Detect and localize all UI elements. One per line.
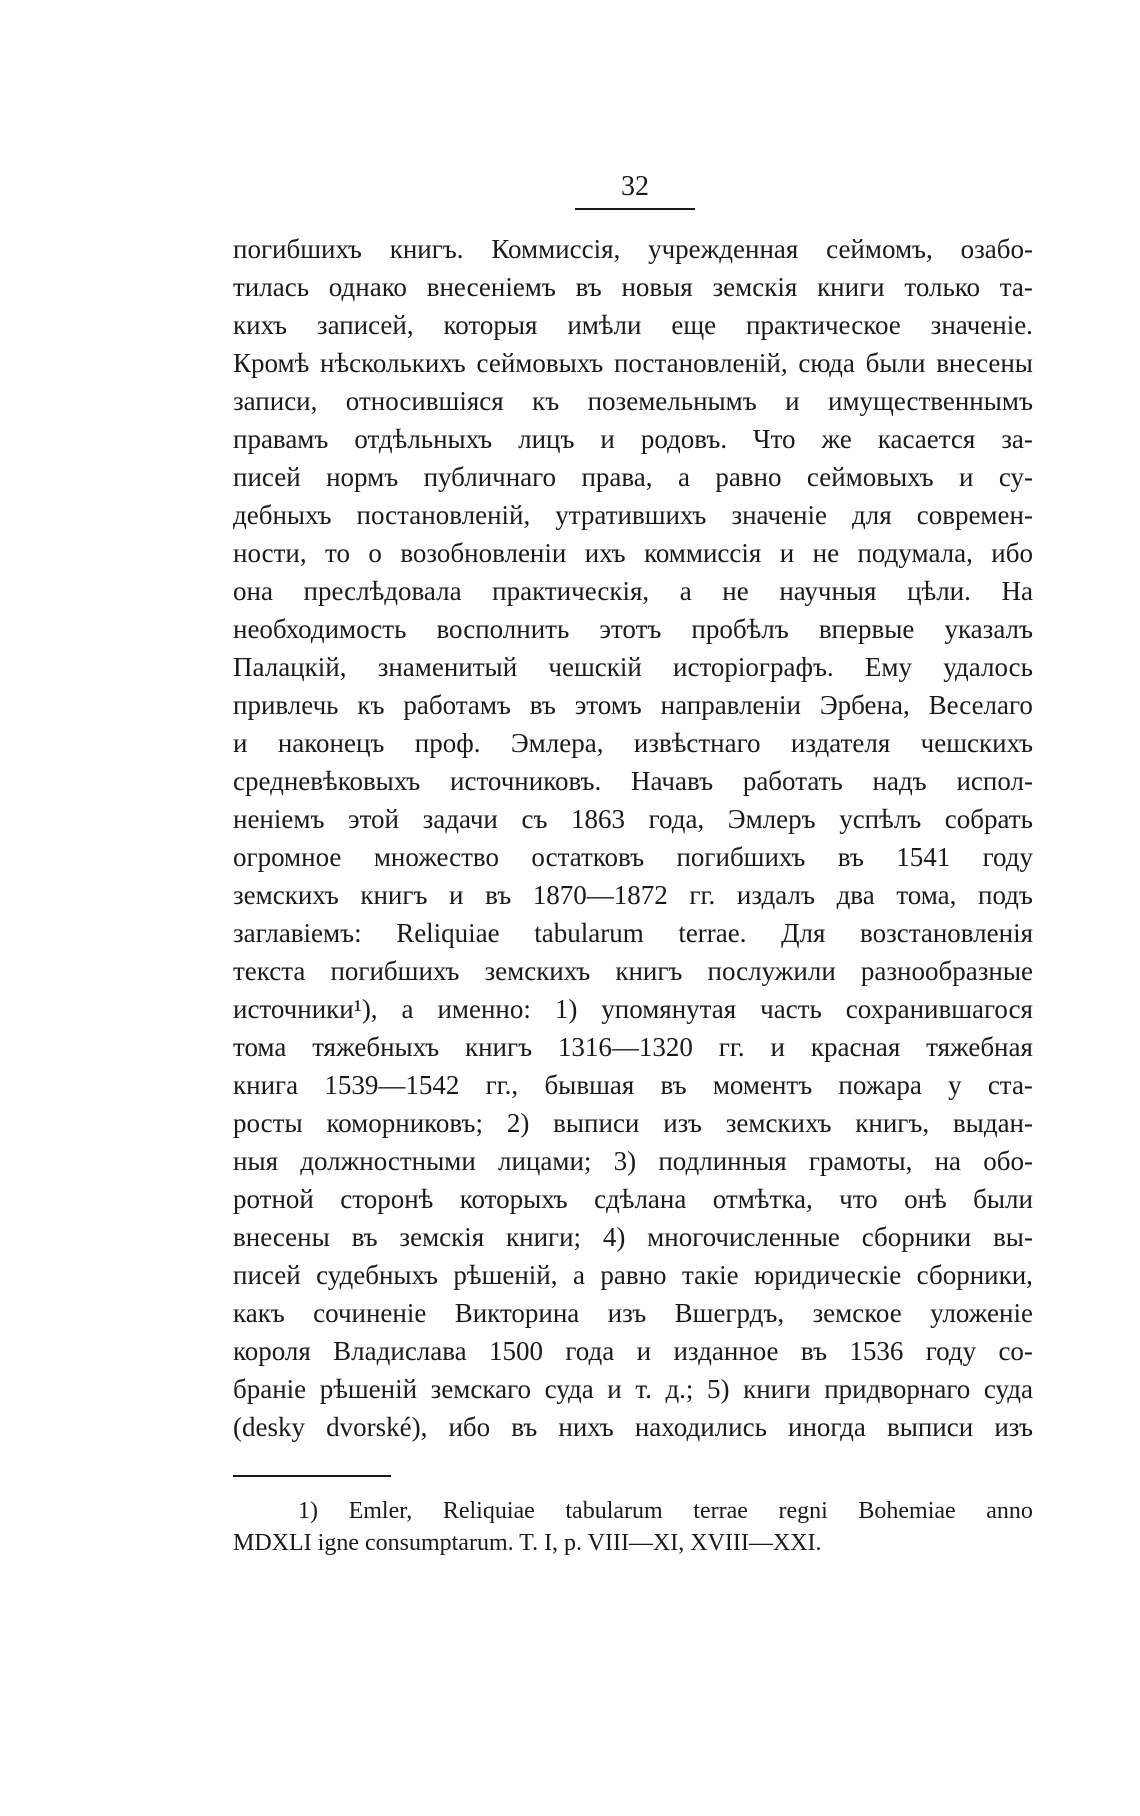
word: Кромѣ	[233, 348, 310, 378]
word: (desky	[233, 1412, 305, 1442]
word: ибо	[991, 538, 1033, 568]
word: къ	[532, 386, 560, 416]
word: сеймовыхъ	[806, 462, 934, 492]
word: 2)	[506, 1108, 530, 1138]
word: книгъ	[360, 880, 428, 910]
word: равно	[600, 1260, 667, 1290]
word: сдѣлана	[594, 1184, 687, 1214]
word: изъ	[663, 1108, 702, 1138]
word: 1500	[489, 1336, 544, 1366]
word: и	[779, 538, 795, 568]
word: научныя	[779, 576, 877, 606]
word: практическое	[746, 310, 901, 340]
text-line	[233, 1180, 1033, 1218]
word: отмѣтка,	[712, 1184, 813, 1214]
word: писей	[233, 462, 301, 492]
text-line	[233, 382, 1033, 420]
word: 5)	[707, 1374, 730, 1404]
word: сборники	[861, 1222, 972, 1252]
word: издалъ	[736, 880, 815, 910]
text-line	[233, 344, 1033, 382]
word: въ	[529, 690, 556, 720]
word: въ	[575, 272, 602, 302]
text-line	[233, 496, 1033, 534]
page-number: 32	[621, 171, 649, 202]
word: земское	[812, 1298, 902, 1328]
text-line	[233, 724, 1033, 762]
word: земскихъ	[725, 1108, 832, 1138]
word: знаменитый	[377, 652, 518, 682]
text-line	[233, 648, 1033, 686]
word: необходимость	[233, 614, 407, 644]
text-line	[233, 458, 1033, 496]
word: иногда	[788, 1412, 866, 1442]
word: удалось	[943, 652, 1033, 682]
word: правамъ	[233, 424, 329, 454]
word: должностными	[300, 1146, 476, 1176]
word: росты	[233, 1108, 303, 1138]
word: однако	[328, 272, 407, 302]
word: заглавіемъ:	[233, 918, 362, 948]
word: ибо	[448, 1412, 491, 1442]
word: были	[865, 348, 926, 378]
word: а	[679, 576, 692, 606]
word: она	[233, 576, 273, 606]
word: красная	[810, 1032, 901, 1062]
word: уложеніе	[930, 1298, 1033, 1328]
word: были	[973, 1184, 1033, 1214]
word: находились	[634, 1412, 767, 1442]
text-line	[233, 1256, 1033, 1294]
word: книгъ,	[855, 1108, 930, 1138]
text-line	[233, 1294, 1033, 1332]
word: книгъ	[464, 1032, 533, 1062]
word: наконецъ	[277, 728, 385, 758]
word: книга	[233, 1070, 299, 1100]
word: Эмлера,	[510, 728, 604, 758]
word: неніемъ	[233, 804, 325, 834]
word: цѣли.	[907, 576, 971, 606]
word: земскія	[399, 1222, 485, 1252]
text-line	[233, 1028, 1033, 1066]
word: внесены	[936, 348, 1033, 378]
word: и	[958, 462, 974, 492]
word: су-	[998, 462, 1033, 492]
text-line	[233, 1332, 1033, 1370]
word: озабо-	[960, 234, 1033, 264]
word: успѣлъ	[839, 804, 922, 834]
footnote-line	[233, 1495, 1033, 1527]
text-line	[233, 914, 1033, 952]
word: года,	[648, 804, 705, 834]
word: 1541	[896, 842, 951, 872]
word: коммиссія	[644, 538, 762, 568]
word: на	[934, 1146, 961, 1176]
word: пожара	[838, 1070, 922, 1100]
word: относившіяся	[345, 386, 504, 416]
word: что	[839, 1184, 878, 1214]
word: 1)	[298, 1498, 318, 1524]
word: огромное	[233, 842, 342, 872]
word: и	[607, 1374, 622, 1404]
word: погибшихъ	[330, 956, 460, 986]
word: рѣшеній	[319, 1374, 418, 1404]
word: dvorské),	[326, 1412, 428, 1442]
text-line	[233, 1408, 1033, 1446]
body-text	[233, 230, 1033, 1446]
word: утратившихъ	[555, 500, 707, 530]
word: 1863	[571, 804, 625, 834]
word: источники¹),	[233, 994, 378, 1024]
word: гг.,	[485, 1070, 519, 1100]
word: испол-	[956, 766, 1033, 796]
word: т.	[635, 1374, 652, 1404]
word: земскія	[712, 272, 798, 302]
word: Emler,	[348, 1498, 413, 1524]
word: сеймовыхъ	[476, 348, 604, 378]
word: Reliquiae	[396, 918, 500, 948]
word: Вшегрдъ,	[674, 1298, 785, 1328]
word: въ	[837, 842, 864, 872]
word: въ	[511, 1412, 538, 1442]
word: учрежденная	[648, 234, 799, 264]
word: внесеніемъ	[426, 272, 556, 302]
word: Коммиссія,	[491, 234, 621, 264]
word: остатковъ	[531, 842, 645, 872]
word: и	[785, 386, 800, 416]
text-line	[233, 1370, 1033, 1408]
word: Ему	[864, 652, 913, 682]
text-line	[233, 572, 1033, 610]
word: судебныхъ	[316, 1260, 438, 1290]
word: земскаго	[430, 1374, 531, 1404]
word: д.;	[665, 1374, 694, 1404]
word: Викторина	[454, 1298, 580, 1328]
word: выписи	[553, 1108, 640, 1138]
word: въ	[800, 1336, 827, 1366]
word: нихъ	[558, 1412, 614, 1442]
word: два	[836, 880, 875, 910]
word: не	[812, 538, 840, 568]
word: бывшая	[544, 1070, 635, 1100]
word: дебныхъ	[233, 500, 332, 530]
word: писей	[233, 1260, 301, 1290]
word: задачи	[422, 804, 498, 834]
word: сюда	[798, 348, 855, 378]
text-line	[233, 1104, 1033, 1142]
text-line	[233, 534, 1033, 572]
word: практическія,	[492, 576, 650, 606]
word: лицами;	[498, 1146, 592, 1176]
word: 1536	[849, 1336, 904, 1366]
word: впервые	[818, 614, 915, 644]
word: anno	[986, 1498, 1033, 1524]
word: сторонѣ	[340, 1184, 434, 1214]
word: чешскихъ	[920, 728, 1033, 758]
word: Владислава	[333, 1336, 467, 1366]
word: средневѣковыхъ	[233, 766, 421, 796]
text-line	[233, 990, 1033, 1028]
word: короля	[233, 1336, 311, 1366]
word: коморниковъ;	[326, 1108, 483, 1138]
text-line	[233, 610, 1033, 648]
word: придворнаго	[824, 1374, 971, 1404]
word: извѣстнаго	[633, 728, 761, 758]
word: подлинныя	[658, 1146, 787, 1176]
word: 1)	[554, 994, 578, 1024]
word: къ	[357, 690, 385, 720]
word: Эрбена,	[819, 690, 910, 720]
word: въ	[660, 1070, 687, 1100]
word: чешскій	[548, 652, 642, 682]
word: книгъ.	[389, 234, 464, 264]
word: изъ	[607, 1298, 647, 1328]
word: въ	[485, 880, 512, 910]
word: преслѣдовала	[303, 576, 462, 606]
word: надъ	[872, 766, 927, 796]
word: возстановленія	[860, 918, 1033, 948]
word: года	[565, 1336, 615, 1366]
word: и	[600, 424, 615, 454]
word: На	[1001, 576, 1033, 606]
word: юридическіе	[754, 1260, 902, 1290]
word: значеніе.	[930, 310, 1033, 340]
word: направленіи	[660, 690, 801, 720]
text-line	[233, 420, 1033, 458]
word: такіе	[681, 1260, 739, 1290]
word: гг.	[718, 1032, 745, 1062]
word: погибшихъ	[233, 234, 362, 264]
footnote-line: MDXLI igne consumptarum. T. I, p. VIII—XI, XVIII—XXI.	[233, 1530, 822, 1556]
word: а	[677, 462, 690, 492]
word: этомъ	[574, 690, 642, 720]
word: записи,	[233, 386, 318, 416]
word: упомянутая	[601, 994, 737, 1024]
word: родовъ.	[640, 424, 728, 454]
word: для	[852, 500, 892, 530]
word: этой	[348, 804, 399, 834]
word: 1316—1320	[557, 1032, 693, 1062]
word: ста-	[987, 1070, 1033, 1100]
word: Начавъ	[631, 766, 714, 796]
word: и	[449, 880, 464, 910]
text-line	[233, 268, 1033, 306]
word: та-	[999, 272, 1033, 302]
word: многочисленные	[647, 1222, 840, 1252]
word: книгъ	[615, 956, 683, 986]
text-line	[233, 1142, 1033, 1180]
word: постановленій,	[613, 348, 788, 378]
word: tabularum	[565, 1498, 663, 1524]
text-line	[233, 762, 1033, 800]
word: tabularum	[534, 918, 644, 948]
word: именно:	[437, 994, 531, 1024]
word: нѣсколькихъ	[320, 348, 466, 378]
word: terrae	[693, 1498, 748, 1524]
word: выдан-	[952, 1108, 1033, 1138]
word: 3)	[613, 1146, 637, 1176]
footnote-separator	[233, 1475, 391, 1477]
word: этотъ	[599, 614, 662, 644]
word: сохранившагося	[845, 994, 1033, 1024]
word: книги	[743, 1374, 811, 1404]
word: касается	[877, 424, 976, 454]
word: грамоты,	[808, 1146, 913, 1176]
word: равно	[715, 462, 782, 492]
word: часть	[760, 994, 822, 1024]
word: имущественнымъ	[828, 386, 1033, 416]
word: новыя	[621, 272, 693, 302]
word: текста	[233, 956, 306, 986]
word: сочиненіе	[313, 1298, 427, 1328]
word: права,	[581, 462, 653, 492]
word: издателя	[790, 728, 891, 758]
word: внесены	[233, 1222, 330, 1252]
word: ихъ	[584, 538, 626, 568]
word: Bohemiae	[858, 1498, 956, 1524]
word: рѣшеній,	[453, 1260, 558, 1290]
word: пробѣлъ	[691, 614, 789, 644]
word: изданное	[673, 1336, 779, 1366]
word: проф.	[414, 728, 481, 758]
word: послужили	[707, 956, 836, 986]
word: ныя	[233, 1146, 279, 1176]
word: terrae.	[678, 918, 747, 948]
text-line	[233, 686, 1033, 724]
word: имѣли	[567, 310, 642, 340]
word: разнообразные	[860, 956, 1033, 986]
word: съ	[521, 804, 548, 834]
word: году	[982, 842, 1033, 872]
word: и	[233, 728, 248, 758]
word: сборники,	[916, 1260, 1033, 1290]
word: тяжебная	[926, 1032, 1033, 1062]
word: тилась	[233, 272, 310, 302]
word: и	[636, 1336, 652, 1366]
word: ротной	[233, 1184, 314, 1214]
word: современ-	[916, 500, 1033, 530]
word: земскихъ	[233, 880, 339, 910]
word: 1870—1872	[532, 880, 668, 910]
word: выписи	[886, 1412, 974, 1442]
word: браніе	[233, 1374, 307, 1404]
word: постановленій,	[356, 500, 531, 530]
word: Веселаго	[928, 690, 1033, 720]
word: вы-	[993, 1222, 1033, 1252]
word: только	[904, 272, 981, 302]
word: возобновленіи	[400, 538, 567, 568]
word: а	[572, 1260, 585, 1290]
word: въ	[351, 1222, 378, 1252]
word: привлечь	[233, 690, 339, 720]
page-number-rule	[575, 208, 695, 210]
word: суда	[544, 1374, 594, 1404]
word: онѣ	[904, 1184, 947, 1214]
text-line	[233, 838, 1033, 876]
word: 1539—1542	[324, 1070, 460, 1100]
word: за-	[1001, 424, 1033, 454]
word: обо-	[983, 1146, 1033, 1176]
text-line	[233, 1066, 1033, 1104]
word: изъ	[994, 1412, 1033, 1442]
text-line	[233, 1218, 1033, 1256]
word: записей,	[316, 310, 414, 340]
word: собрать	[944, 804, 1033, 834]
word: исторіографъ.	[673, 652, 834, 682]
word: же	[821, 424, 852, 454]
word: еще	[671, 310, 717, 340]
word: книги;	[506, 1222, 582, 1252]
word: поземельнымъ	[587, 386, 757, 416]
word: какъ	[233, 1298, 285, 1328]
word: тома,	[896, 880, 957, 910]
word: году	[925, 1336, 977, 1366]
word: моментъ	[712, 1070, 813, 1100]
word: восполнить	[436, 614, 570, 644]
word: работамъ	[403, 690, 511, 720]
word: тома	[233, 1032, 287, 1062]
word: публичнаго	[423, 462, 557, 492]
word: не	[722, 576, 749, 606]
word: которыя	[443, 310, 538, 340]
word: со-	[998, 1336, 1033, 1366]
word: то	[325, 538, 350, 568]
word: а	[401, 994, 414, 1024]
word: тяжебныхъ	[312, 1032, 440, 1062]
word: у	[948, 1070, 962, 1100]
text-line	[233, 876, 1033, 914]
word: лицъ	[518, 424, 575, 454]
word: о	[368, 538, 382, 568]
footnotes	[233, 1495, 1033, 1559]
word: Эмлеръ	[727, 804, 816, 834]
word: суда	[983, 1374, 1033, 1404]
word: которыхъ	[459, 1184, 568, 1214]
word: Палацкій,	[233, 652, 347, 682]
text-line	[233, 952, 1033, 990]
word: книги	[817, 272, 885, 302]
word: regni	[778, 1498, 828, 1524]
text-line	[233, 800, 1033, 838]
word: погибшихъ	[676, 842, 806, 872]
word: Для	[781, 918, 826, 948]
word: сеймомъ,	[826, 234, 933, 264]
word: множество	[373, 842, 499, 872]
word: источниковъ.	[450, 766, 602, 796]
word: указалъ	[944, 614, 1033, 644]
word: Reliquiae	[442, 1498, 535, 1524]
word: подъ	[978, 880, 1033, 910]
word: нормъ	[326, 462, 399, 492]
word: подумала,	[857, 538, 973, 568]
word: земскихъ	[484, 956, 591, 986]
word: ности,	[233, 538, 307, 568]
text-line	[233, 306, 1033, 344]
word: 4)	[602, 1222, 626, 1252]
text-line	[233, 230, 1033, 268]
word: Что	[753, 424, 796, 454]
word: значеніе	[731, 500, 827, 530]
word: и	[770, 1032, 785, 1062]
word: работать	[742, 766, 843, 796]
word: отдѣльныхъ	[354, 424, 493, 454]
word: гг.	[689, 880, 716, 910]
word: кихъ	[233, 310, 287, 340]
